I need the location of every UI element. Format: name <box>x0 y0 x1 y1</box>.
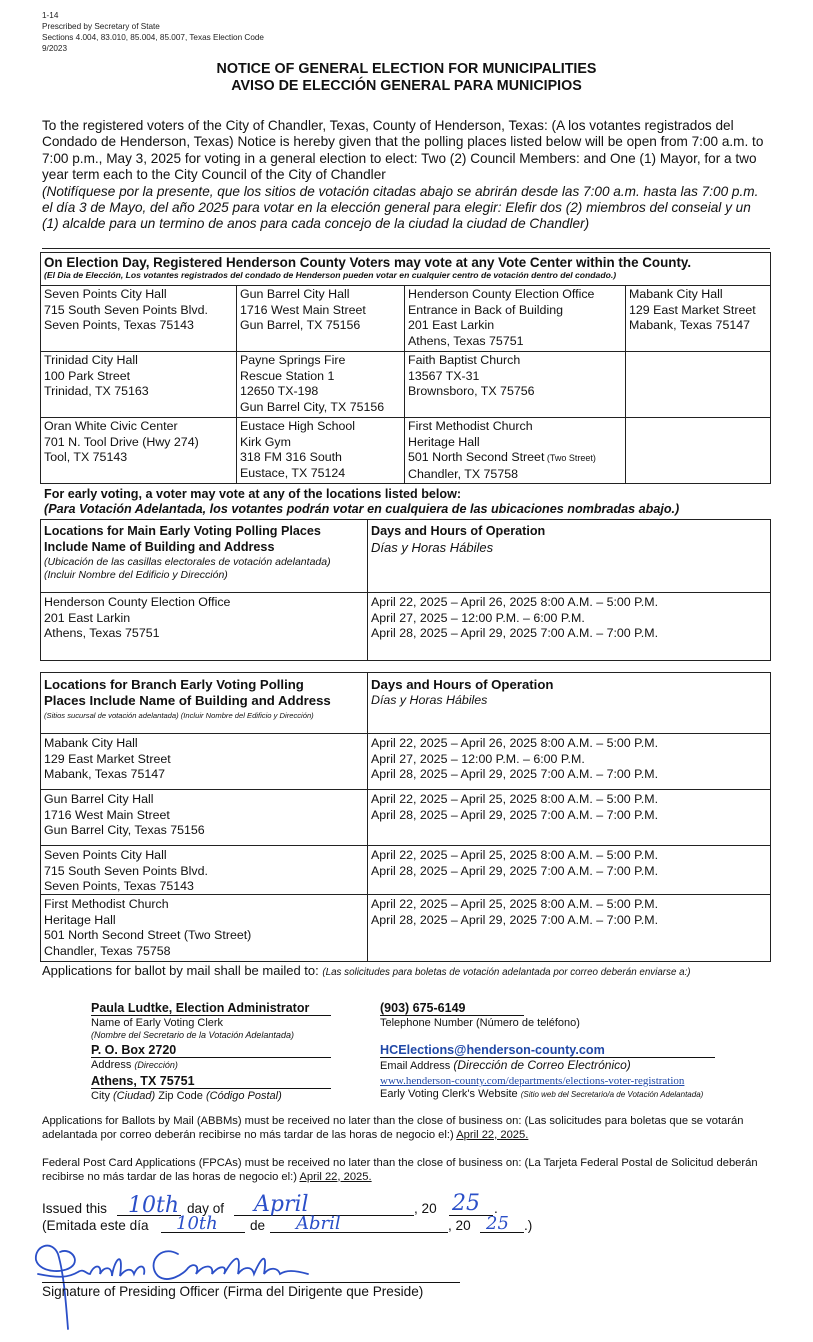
hours-line: April 28, 2025 – April 29, 2025 7:00 A.M. – 7:00 P.M. <box>371 767 659 782</box>
abbm-notice <box>42 1115 762 1142</box>
early-voting-hours <box>368 847 661 880</box>
location-line: Seven Points, Texas 75143 <box>44 318 194 333</box>
zip-label-es: (Código Postal) <box>205 1090 282 1102</box>
early-voting-location <box>41 847 211 896</box>
location-line: Seven Points, Texas 75143 <box>44 879 194 894</box>
hours-line: April 22, 2025 – April 25, 2025 8:00 A.M. – 5:00 P.M. <box>371 897 659 911</box>
location-line: 201 East Larkin <box>44 610 131 625</box>
election-day-location <box>41 352 152 401</box>
clerk-name: Paula Ludtke, Election Administrator <box>91 1001 331 1016</box>
clerk-address: P. O. Box 2720 <box>91 1043 331 1058</box>
signature-label-es: (Firma del Dirigente que Preside) <box>223 1284 424 1299</box>
prescribed-by: Prescribed by Secretary of State <box>42 22 160 31</box>
location-line: Payne Springs Fire <box>240 353 346 367</box>
location-line: Eustace, TX 75124 <box>240 465 346 480</box>
emitada-year-handwritten: 25 <box>486 1213 509 1234</box>
location-line: Trinidad City Hall <box>44 353 138 367</box>
intro-spanish: (Notifíquese por la presente, que los sitios de votación citadas abajo se abrirán desde las 7:00 a.m. hasta las 7:00 p.m. el día 3 de Mayo, del año 2025 para votar en la elección general para elegir: Elefir dos (2) miembros del conseial y un (1) alcalde para un termino de anos para cada concejo de la ciudad la ciudad de Chandler) <box>42 183 759 232</box>
early-voting-location <box>41 594 233 643</box>
hours-line: April 28, 2025 – April 29, 2025 7:00 A.M. – 7:00 P.M. <box>371 807 659 822</box>
branch-col1-sub: (Sitios sucursal de votación adelantada) (Incluir Nombre del Edificio y Dirección) <box>44 711 314 720</box>
city-label-es: (Ciudad) <box>113 1090 156 1102</box>
website-label-en: Early Voting Clerk's Website <box>380 1088 518 1100</box>
branch-col1-title-2: Places Include Name of Building and Address <box>44 693 331 708</box>
email-label-es: (Dirección de Correo Electrónico) <box>453 1058 631 1072</box>
code-sections: Sections 4.004, 83.010, 85.004, 85.007, Texas Election Code <box>42 33 264 42</box>
emitada-de: de <box>250 1218 266 1233</box>
location-line: Faith Baptist Church <box>408 353 521 367</box>
location-line: Trinidad, TX 75163 <box>44 384 149 399</box>
early-voting-location <box>41 735 174 784</box>
issued-year-prefix: , 20 <box>414 1201 437 1216</box>
emitada-end: .) <box>524 1218 533 1233</box>
table-rule <box>40 592 771 593</box>
divider <box>42 248 770 249</box>
early-voting-hours <box>368 791 661 824</box>
location-line: 201 East Larkin <box>408 318 495 333</box>
location-line: Henderson County Election Office <box>44 595 231 609</box>
location-line: 715 South Seven Points Blvd. <box>44 302 208 317</box>
issued-end: . <box>494 1201 498 1216</box>
form-code: 1-14 <box>42 11 59 20</box>
location-line: Seven Points City Hall <box>44 287 167 301</box>
branch-col1-title-1: Locations for Branch Early Voting Polling <box>44 677 304 692</box>
location-line: 100 Park Street <box>44 368 131 383</box>
location-line: Henderson County Election Office <box>408 287 595 301</box>
election-day-location <box>237 418 358 482</box>
phone-number: (903) 675-6149 <box>380 1001 524 1016</box>
main-col2-title: Days and Hours of Operation <box>371 524 546 538</box>
branch-col2-sub: Días y Horas Hábiles <box>371 693 488 707</box>
signature-line <box>42 1282 460 1283</box>
location-line: Gun Barrel City, Texas 75156 <box>44 823 205 838</box>
address-label-es: (Dirección) <box>134 1060 178 1070</box>
clerk-label-es: (Nombre del Secretario de la Votación Adelantada) <box>91 1030 294 1040</box>
abbm-date: April 22, 2025. <box>456 1128 529 1141</box>
clerk-label: Name of Early Voting Clerk <box>91 1017 224 1029</box>
hours-line: April 28, 2025 – April 29, 2025 7:00 A.M. – 7:00 P.M. <box>371 863 659 878</box>
location-line: 501 North Second Street (Two Street) <box>44 928 252 943</box>
hours-line: April 28, 2025 – April 29, 2025 7:00 A.M. – 7:00 P.M. <box>371 912 659 927</box>
location-line: Mabank City Hall <box>629 287 723 301</box>
location-line: 13567 TX-31 <box>408 368 480 383</box>
location-line: Tool, TX 75143 <box>44 450 128 465</box>
election-day-location <box>405 286 597 350</box>
zip-label: Zip Code <box>158 1090 203 1102</box>
location-line: Mabank, Texas 75147 <box>44 767 166 782</box>
early-voting-hours <box>368 594 661 643</box>
mail-intro <box>42 964 766 980</box>
location-line: Brownsboro, TX 75756 <box>408 384 535 399</box>
website-link[interactable]: www.henderson-county.com/departments/elections-voter-registration <box>380 1075 685 1087</box>
location-line: 701 N. Tool Drive (Hwy 274) <box>44 434 199 449</box>
location-line: 501 North Second Street (Two Street) <box>408 450 596 465</box>
location-line: Gun Barrel City Hall <box>44 792 154 806</box>
election-day-location <box>405 418 599 483</box>
clerk-block <box>91 999 331 1103</box>
issued-month-handwritten: April <box>254 1192 309 1217</box>
location-line: 129 East Market Street <box>629 302 756 317</box>
location-line: Mabank, Texas 75147 <box>629 318 751 333</box>
branch-col2-title: Days and Hours of Operation <box>371 677 554 692</box>
early-voting-location <box>41 791 208 840</box>
email-label <box>380 1059 765 1073</box>
location-line: Gun Barrel, TX 75156 <box>240 318 361 333</box>
fpca-notice <box>42 1157 762 1184</box>
election-day-heading-es: (El Dia de Elección, Los votantes registrados del condado de Henderson pueden votar en cualquier centro de votación dentro del condado.) <box>44 270 617 280</box>
location-line: Gun Barrel City, TX 75156 <box>240 399 385 414</box>
location-line: Entrance in Back of Building <box>408 302 563 317</box>
fpca-date: April 22, 2025. <box>299 1170 372 1183</box>
location-line: Heritage Hall <box>408 434 480 449</box>
issued-day-of: day of <box>187 1201 225 1216</box>
emitada-day-handwritten: 10th <box>176 1213 218 1234</box>
location-line: First Methodist Church <box>408 419 533 433</box>
location-line: 12650 TX-198 <box>240 384 319 399</box>
fpca-text: Federal Post Card Applications (FPCAs) must be received no later than the close of business on: (La Tarjeta Federal Postal de Solicitud deberán recibirse no más tardar de las horas de negocio el:) <box>42 1157 758 1183</box>
location-line: Athens, Texas 75751 <box>44 626 160 641</box>
mail-intro-text: Applications for ballot by mail shall be mailed to: <box>42 963 319 978</box>
location-line: Oran White Civic Center <box>44 419 178 433</box>
hours-line: April 28, 2025 – April 29, 2025 7:00 A.M. – 7:00 P.M. <box>371 626 659 641</box>
election-day-location <box>237 352 387 416</box>
early-voting-heading-es: (Para Votación Adelantada, los votantes podrán votar en cualquiera de las ubicaciones nombradas abajo.) <box>44 502 680 516</box>
mail-intro-es: (Las solicitudes para boletas de votación adelantada por correo deberán enviarse a:) <box>322 967 691 978</box>
email-label-en: Email Address <box>380 1060 451 1072</box>
contact-block <box>380 999 765 1101</box>
early-voting-hours <box>368 735 661 784</box>
signature-caption <box>42 1285 423 1299</box>
website-label-es: (Sitio web del Secretario/a de Votación Adelantada) <box>520 1090 704 1099</box>
hours-line: April 27, 2025 – 12:00 P.M. – 6:00 P.M. <box>371 751 585 766</box>
phone-label: Telephone Number (Número de teléfono) <box>380 1017 580 1029</box>
location-line: Heritage Hall <box>44 912 116 927</box>
abbm-text: Applications for Ballots by Mail (ABBMs) must be received no later than the close of business on: (Las solicitudes para boletas que se votarán adelantada por correo deberán recibirse no más tardar de las horas de negocio el:) <box>42 1115 744 1141</box>
location-line: 1716 West Main Street <box>44 807 170 822</box>
location-line: Athens, Texas 75751 <box>408 333 524 348</box>
election-day-location <box>405 352 538 401</box>
emitada-year-prefix: , 20 <box>448 1218 471 1233</box>
notice-title: NOTICE OF GENERAL ELECTION FOR MUNICIPALITIES <box>216 61 597 77</box>
early-voting-location <box>41 896 254 960</box>
address-label-en: Address <box>91 1059 132 1071</box>
location-line: Mabank City Hall <box>44 736 138 750</box>
early-voting-heading: For early voting, a voter may vote at any of the locations listed below: <box>44 487 462 501</box>
city-zip-label <box>91 1090 331 1103</box>
hours-line: April 22, 2025 – April 25, 2025 8:00 A.M. – 5:00 P.M. <box>371 848 659 862</box>
email-link[interactable]: HCElections@henderson-county.com <box>380 1043 715 1058</box>
location-line: 1716 West Main Street <box>240 302 366 317</box>
intro-english: To the registered voters of the City of Chandler, Texas, County of Henderson, Texas: (A los votantes registrados del Condado de Henderson, Texas) Notice is hereby given that the polling places listed below will be open from 7:00 a.m. to 7:00 p.m., May 3, 2025 for voting in a general election to elect: Two (2) Council Members: and One (1) Mayor, for a two year term each to the City Council of the City of Chandler <box>42 118 764 183</box>
location-line: Rescue Station 1 <box>240 368 335 383</box>
signature-label: Signature of Presiding Officer <box>42 1284 220 1299</box>
table-rule <box>40 789 771 790</box>
location-line: Chandler, Texas 75758 <box>44 943 171 958</box>
location-line: 715 South Seven Points Blvd. <box>44 863 208 878</box>
emitada-month-handwritten: Abril <box>296 1213 341 1234</box>
emitada-label: (Emitada este día <box>42 1218 149 1233</box>
issued-label: Issued this <box>42 1201 107 1216</box>
location-line: Kirk Gym <box>240 434 291 449</box>
main-col1-sub: (Ubicación de las casillas electorales de votación adelantada)(Incluir Nombre del Edificio y Dirección) <box>44 556 331 581</box>
election-day-location <box>237 286 369 335</box>
hours-line: April 22, 2025 – April 26, 2025 8:00 A.M. – 5:00 P.M. <box>371 736 659 750</box>
form-header <box>42 10 264 54</box>
clerk-city-zip: Athens, TX 75751 <box>91 1074 331 1089</box>
notice-title-es: AVISO DE ELECCIÓN GENERAL PARA MUNICIPIOS <box>231 78 582 94</box>
location-line: Chandler, TX 75758 <box>408 466 518 481</box>
location-line: Eustace High School <box>240 419 356 433</box>
election-day-location <box>626 286 759 335</box>
issued-year-handwritten: 25 <box>452 1191 480 1216</box>
address-label <box>91 1059 331 1072</box>
issued-day-handwritten: 10th <box>128 1193 180 1218</box>
location-line: Gun Barrel City Hall <box>240 287 350 301</box>
location-line: 129 East Market Street <box>44 751 171 766</box>
website-label <box>380 1088 765 1101</box>
location-line: First Methodist Church <box>44 897 169 911</box>
table-rule <box>40 733 771 734</box>
election-day-location <box>41 418 202 467</box>
election-day-location <box>626 352 632 354</box>
location-line: 318 FM 316 South <box>240 450 342 465</box>
street-note: (Two Street) <box>544 453 596 464</box>
election-day-location <box>41 286 211 335</box>
election-day-heading: On Election Day, Registered Henderson County Voters may vote at any Vote Center within the County. <box>44 255 692 270</box>
election-day-location <box>626 418 632 420</box>
table-rule <box>40 845 771 846</box>
form-date: 9/2023 <box>42 44 68 53</box>
hours-line: April 22, 2025 – April 25, 2025 8:00 A.M. – 5:00 P.M. <box>371 792 659 806</box>
main-col1-title: Locations for Main Early Voting Polling Places Include Name of Building and Address <box>44 524 321 554</box>
main-col2-sub: Días y Horas Hábiles <box>371 540 494 555</box>
hours-line: April 22, 2025 – April 26, 2025 8:00 A.M. – 5:00 P.M. <box>371 595 659 609</box>
hours-line: April 27, 2025 – 12:00 P.M. – 6:00 P.M. <box>371 610 585 625</box>
early-voting-hours <box>368 896 661 929</box>
intro-paragraph <box>42 118 764 233</box>
city-label: City <box>91 1090 110 1102</box>
location-line: Seven Points City Hall <box>44 848 167 862</box>
